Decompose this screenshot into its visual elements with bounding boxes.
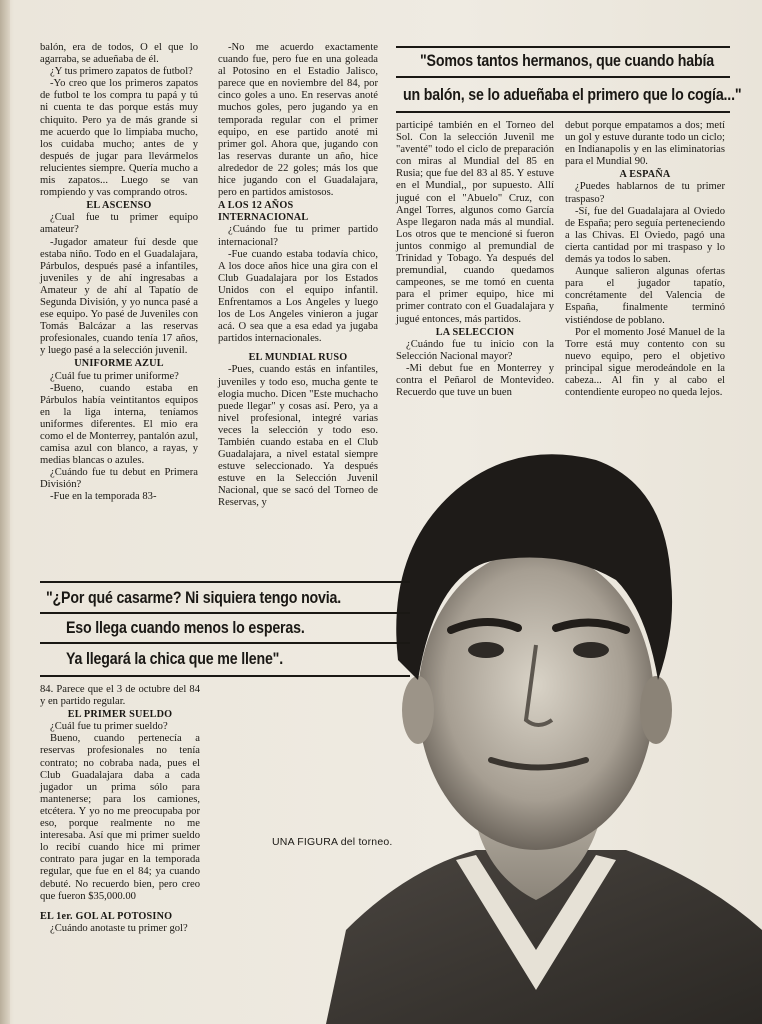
col5-question: ¿Cuándo anotaste tu primer gol? <box>50 922 188 934</box>
col2-paragraph: -Pues, cuando estás en infantiles, juveniles y todo eso, mucha gente te elogia mucho. Dicen "Este muchacho puede llegar" y cosas así. Pero, ya a nivel profesional, integré varias veces la selección y todo eso. También cuando estaba en el Club Guadalajara, a nivel estatal siempre estuve seleccionado. Ya después estuve en la Selección Juvenil Nacional, que se sacó del Torneo de Reservas, y <box>218 364 378 509</box>
pull-quote-top-line-2: un balón, se lo adueñaba el primero que lo cogía..." <box>403 86 742 104</box>
col1-paragraph: -Jugador amateur fuí desde que estaba niño. Todo en el Guadalajara, Párbulos, después pasé a infantiles, juveniles y de ahí ingresabas a Amateur y de ahí al Tapatío de Segunda División, y yo nunca pasé a ese equipo. Yo pasé de Juveniles con Tomás Balcázar a las reservas profesionales, cuando tenía 17 años, y luego pasé a la selección juvenil. <box>40 236 198 357</box>
pull-quote-mid-line-1: "¿Por qué casarme? Ni siquiera tengo novia. <box>46 589 342 607</box>
subheading-uniforme-azul: UNIFORME AZUL <box>74 358 164 370</box>
pull-quote-mid-line-3: Ya llegará la chica que me llene". <box>66 650 284 668</box>
subheading-el-1er-gol: EL 1er. GOL AL POTOSINO <box>40 910 173 922</box>
quote-top-rule-2 <box>396 76 730 78</box>
col4-question: ¿Puedes hablarnos de tu primer traspaso? <box>565 181 725 205</box>
pull-quote-mid-line-2: Eso llega cuando menos lo esperas. <box>66 619 305 637</box>
quote-top-rule-3 <box>396 111 730 113</box>
article-column-3 <box>396 120 554 399</box>
col4-paragraph: Por el momento José Manuel de la Torre está muy contento con su nuevo equipo, pero el objetivo principal sigue merodeándole en la cabeza... Al fin y al cabo el contendiente europeo no queda lejos. <box>565 326 725 399</box>
col1-paragraph: -Bueno, cuando estaba en Párbulos había veintitantos equipos en la liga interna, teníamos uniformes diferentes. El mio era como el de Monterrey, pantalón azul, camisa azul con blanco, a rayas, y medias blancas o azules. <box>40 382 198 467</box>
article-column-5 <box>40 684 200 935</box>
col3-paragraph: participé también en el Torneo del Sol. Con la selección Juvenil me "aventé" todo el ciclo de preparación con miras al Mundial del 85 en Rusia; que fue del 83 al 85. Y estuve en el Mundial,, por supuesto. Allí jugué con el "Abuelo" Cruz, con Angel Torres, algunos como García Aspe llegaron nada más al mundial. Los otros que te mencioné si fueron juntos conmigo al premundial de Trinidad y Tobago. Ya después del premundial, cuando quedamos campeones, se me tomó en cuenta para el primer equipo, hice mi primer contrato con el Guadalajara y jugué entonces, más partidos. <box>396 120 554 325</box>
col2-paragraph: -No me acuerdo exactamente cuando fue, pero fue en una goleada al Potosino en el Estadio Jalisco, parece que en noviembre del 84, por cinco goles a uno. En reservas anoté muchos goles, pero jugando ya en temporada regular con el primer equipo, en ese partido anoté mi primer gol. Ahora que, jugando con las reservas durante un año, hice alrededor de 22 goles; más los que hice jugando con el Guadalajara, pero en partidos amistosos. <box>218 42 378 199</box>
player-portrait-photo <box>286 430 762 1024</box>
page-spine <box>0 0 10 1024</box>
quote-mid-rule-4 <box>40 675 410 677</box>
article-column-4 <box>565 120 725 399</box>
col1-question: ¿Cual fue tu primer equipo amateur? <box>40 212 198 236</box>
quote-mid-rule-3 <box>40 642 410 644</box>
col1-paragraph: -Fue en la temporada 83- <box>50 491 157 503</box>
col5-question: ¿Cuál fue tu primer sueldo? <box>50 721 168 733</box>
subheading-la-seleccion: LA SELECCION <box>435 326 515 338</box>
article-column-1 <box>40 42 198 504</box>
subheading-a-los-12-anos: A LOS 12 AÑOS INTERNACIONAL <box>218 200 309 224</box>
col1-question: ¿Y tus primero zapatos de futbol? <box>50 66 193 78</box>
col1-question: ¿Cuándo fue tu debut en Primera División? <box>40 467 198 491</box>
pull-quote-top-line-1: "Somos tantos hermanos, que cuando había <box>420 52 714 70</box>
col2-question: ¿Cuándo fue tu primer partido internacional? <box>218 224 378 248</box>
col1-paragraph: -Yo creo que los primeros zapatos de futbol te los compra tu papá y tú ni cuenta te das porque estás muy chiquito. Pero ya de más grande si me acuerdo que lo limpiaba mucho, los cuidaba mucho; antes de y después de jugar para llevármelos relucientes siempre. Quería mucho a mis zapatos... Luego se van rompiendo y vas comprando otros. <box>40 78 198 199</box>
quote-top-rule-1 <box>396 46 730 48</box>
subheading-el-primer-sueldo: EL PRIMER SUELDO <box>67 709 173 721</box>
quote-mid-rule-1 <box>40 581 410 583</box>
subheading-a-espana: A ESPAÑA <box>619 169 671 181</box>
photo-caption: UNA FIGURA del torneo. <box>272 836 393 848</box>
col3-paragraph: -Mi debut fue en Monterrey y contra el Peñarol de Montevideo. Recuerdo que tuve un buen <box>396 362 554 399</box>
col5-paragraph: Bueno, cuando pertenecía a reservas profesionales no tenía contrato; no cobraba nada, pues el Club Guadalajara daba a cada jugador un prima sólo para mantenerse; para los camiones, etcétera. Y yo no me preocupaba por eso, porque realmente no me interesaba. Así que mi primer sueldo lo recibí cuando hice mi primer contrato para jugar en la temporada regular, que fue en el 84; ya cuando debuté. No recuerdo bien, pero creo que fueron $35,000.00 <box>40 733 200 902</box>
col4-paragraph: -Sí, fue del Guadalajara al Oviedo de España; pero seguía perteneciendo a las Chivas. El Oviedo, pagó una cierta cantidad por mi traspaso y lo demás ya todos lo saben. <box>565 205 725 266</box>
col1-paragraph: balón, era de todos, O el que lo agarraba, se adueñaba de él. <box>40 42 198 66</box>
quote-mid-rule-2 <box>40 612 410 614</box>
col3-question: ¿Cuándo fue tu inicio con la Selección Nacional mayor? <box>396 338 554 362</box>
col4-paragraph: Aunque salieron algunas ofertas para el jugador tapatío, concrétamente del Valencia de España, finalmente terminó vistiéndose de poblano. <box>565 266 725 326</box>
subheading-el-ascenso: EL ASCENSO <box>86 200 152 212</box>
subheading-el-mundial-ruso: EL MUNDIAL RUSO <box>248 352 348 364</box>
col1-question: ¿Cuál fue tu primer uniforme? <box>50 370 179 382</box>
col5-paragraph: 84. Parece que el 3 de octubre del 84 y en partido regular. <box>40 684 200 708</box>
col2-paragraph: -Fue cuando estaba todavía chico, A los doce años hice una gira con el Club Guadalajara por los Estados Unidos con el equipo infantil. Enfrentamos a Los Angeles y luego los de Los Angeles vinieron a jugar acá. O sea que a esa edad ya jugaba partidos internacionales. <box>218 248 378 345</box>
col4-paragraph: debut porque empatamos a dos; metí un gol y estuve durante todo un ciclo; en Indianapolis y en las eliminatorias para el Mundial 90. <box>565 120 725 168</box>
